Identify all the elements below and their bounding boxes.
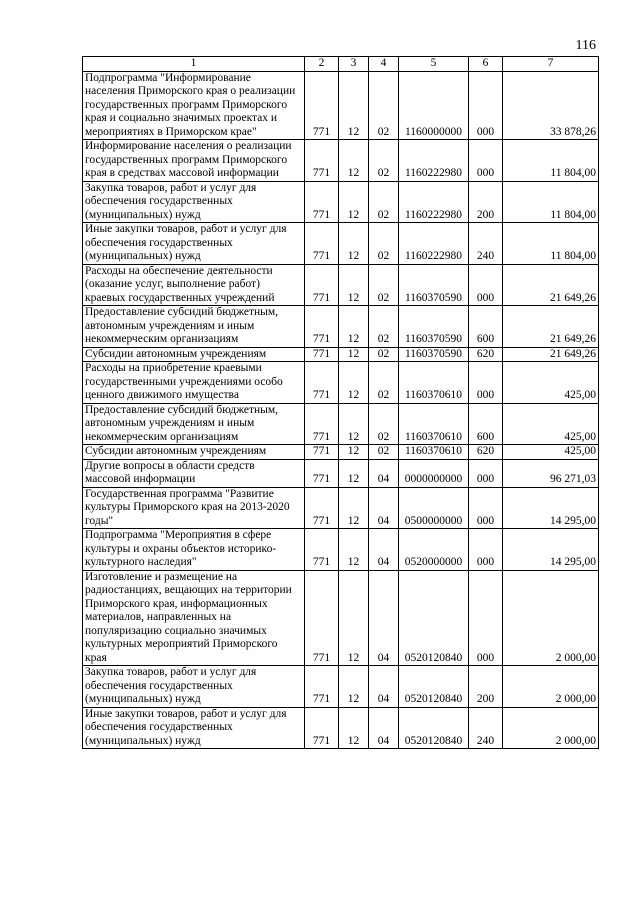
expense-type-code: 000 xyxy=(469,570,503,666)
amount: 2 000,00 xyxy=(503,666,599,708)
row-name: Иные закупки товаров, работ и услуг для обеспечения государственных (муниципальных) нужд xyxy=(83,223,305,265)
page-number: 116 xyxy=(575,38,596,53)
target-article-code: 1160222980 xyxy=(399,181,469,223)
ministry-code: 771 xyxy=(305,707,339,749)
amount: 96 271,03 xyxy=(503,459,599,487)
expense-type-code: 200 xyxy=(469,666,503,708)
amount: 11 804,00 xyxy=(503,223,599,265)
ministry-code: 771 xyxy=(305,487,339,529)
budget-table xyxy=(82,56,599,749)
ministry-code: 771 xyxy=(305,306,339,348)
amount: 425,00 xyxy=(503,403,599,445)
subsection-code: 02 xyxy=(369,264,399,306)
subsection-code: 02 xyxy=(369,306,399,348)
row-name: Изготовление и размещение на радиостанциях, вещающих на территории Приморского края, информационных материалов, направленных на популяризацию социально значимых культурных мероприятий Приморского края xyxy=(83,570,305,666)
section-code: 12 xyxy=(339,459,369,487)
section-code: 12 xyxy=(339,666,369,708)
section-code: 12 xyxy=(339,71,369,140)
subsection-code: 04 xyxy=(369,666,399,708)
expense-type-code: 000 xyxy=(469,140,503,182)
subsection-code: 04 xyxy=(369,529,399,571)
section-code: 12 xyxy=(339,570,369,666)
table-row xyxy=(83,362,599,404)
subsection-code: 04 xyxy=(369,459,399,487)
table-row xyxy=(83,487,599,529)
amount: 21 649,26 xyxy=(503,347,599,362)
ministry-code: 771 xyxy=(305,459,339,487)
section-code: 12 xyxy=(339,264,369,306)
ministry-code: 771 xyxy=(305,223,339,265)
subsection-code: 04 xyxy=(369,707,399,749)
expense-type-code: 620 xyxy=(469,445,503,460)
expense-type-code: 000 xyxy=(469,459,503,487)
amount: 11 804,00 xyxy=(503,181,599,223)
expense-type-code: 000 xyxy=(469,529,503,571)
ministry-code: 771 xyxy=(305,529,339,571)
section-code: 12 xyxy=(339,403,369,445)
section-code: 12 xyxy=(339,140,369,182)
table-row xyxy=(83,181,599,223)
subsection-code: 04 xyxy=(369,487,399,529)
table-row xyxy=(83,264,599,306)
amount: 21 649,26 xyxy=(503,306,599,348)
col-header: 6 xyxy=(469,57,503,72)
row-name: Государственная программа "Развитие культуры Приморского края на 2013-2020 годы" xyxy=(83,487,305,529)
target-article-code: 1160222980 xyxy=(399,140,469,182)
target-article-code: 1160370590 xyxy=(399,347,469,362)
section-code: 12 xyxy=(339,181,369,223)
subsection-code: 02 xyxy=(369,181,399,223)
ministry-code: 771 xyxy=(305,264,339,306)
subsection-code: 02 xyxy=(369,347,399,362)
expense-type-code: 000 xyxy=(469,71,503,140)
subsection-code: 02 xyxy=(369,223,399,265)
col-header: 4 xyxy=(369,57,399,72)
target-article-code: 0520120840 xyxy=(399,666,469,708)
subsection-code: 02 xyxy=(369,362,399,404)
header-row xyxy=(83,57,599,72)
table-row xyxy=(83,306,599,348)
target-article-code: 1160370610 xyxy=(399,362,469,404)
ministry-code: 771 xyxy=(305,71,339,140)
expense-type-code: 620 xyxy=(469,347,503,362)
ministry-code: 771 xyxy=(305,362,339,404)
expense-type-code: 000 xyxy=(469,487,503,529)
table-row xyxy=(83,707,599,749)
section-code: 12 xyxy=(339,445,369,460)
row-name: Информирование населения о реализации государственных программ Приморского края в средствах массовой информации xyxy=(83,140,305,182)
row-name: Иные закупки товаров, работ и услуг для обеспечения государственных (муниципальных) нужд xyxy=(83,707,305,749)
target-article-code: 0520120840 xyxy=(399,570,469,666)
row-name: Предоставление субсидий бюджетным, автономным учреждениям и иным некоммерческим организациям xyxy=(83,306,305,348)
ministry-code: 771 xyxy=(305,445,339,460)
amount: 425,00 xyxy=(503,445,599,460)
row-name: Предоставление субсидий бюджетным, автономным учреждениям и иным некоммерческим организациям xyxy=(83,403,305,445)
ministry-code: 771 xyxy=(305,570,339,666)
amount: 21 649,26 xyxy=(503,264,599,306)
target-article-code: 0500000000 xyxy=(399,487,469,529)
row-name: Подпрограмма "Мероприятия в сфере культуры и охраны объектов историко-культурного наследия" xyxy=(83,529,305,571)
subsection-code: 02 xyxy=(369,71,399,140)
amount: 2 000,00 xyxy=(503,570,599,666)
expense-type-code: 000 xyxy=(469,264,503,306)
row-name: Субсидии автономным учреждениям xyxy=(83,445,305,460)
row-name: Расходы на обеспечение деятельности (оказание услуг, выполнение работ) краевых государственных учреждений xyxy=(83,264,305,306)
target-article-code: 0520000000 xyxy=(399,529,469,571)
expense-type-code: 240 xyxy=(469,223,503,265)
row-name: Другие вопросы в области средств массовой информации xyxy=(83,459,305,487)
target-article-code: 1160370590 xyxy=(399,306,469,348)
amount: 33 878,26 xyxy=(503,71,599,140)
row-name: Субсидии автономным учреждениям xyxy=(83,347,305,362)
col-header: 3 xyxy=(339,57,369,72)
table-row xyxy=(83,666,599,708)
subsection-code: 04 xyxy=(369,570,399,666)
amount: 2 000,00 xyxy=(503,707,599,749)
col-header: 5 xyxy=(399,57,469,72)
amount: 425,00 xyxy=(503,362,599,404)
subsection-code: 02 xyxy=(369,403,399,445)
subsection-code: 02 xyxy=(369,445,399,460)
section-code: 12 xyxy=(339,529,369,571)
table-row xyxy=(83,71,599,140)
expense-type-code: 200 xyxy=(469,181,503,223)
target-article-code: 0000000000 xyxy=(399,459,469,487)
row-name: Закупка товаров, работ и услуг для обеспечения государственных (муниципальных) нужд xyxy=(83,181,305,223)
section-code: 12 xyxy=(339,362,369,404)
col-header: 1 xyxy=(83,57,305,72)
section-code: 12 xyxy=(339,347,369,362)
ministry-code: 771 xyxy=(305,666,339,708)
table-row xyxy=(83,529,599,571)
table-row xyxy=(83,445,599,460)
section-code: 12 xyxy=(339,223,369,265)
col-header: 7 xyxy=(503,57,599,72)
target-article-code: 0520120840 xyxy=(399,707,469,749)
row-name: Закупка товаров, работ и услуг для обеспечения государственных (муниципальных) нужд xyxy=(83,666,305,708)
table-row xyxy=(83,570,599,666)
subsection-code: 02 xyxy=(369,140,399,182)
table-row xyxy=(83,459,599,487)
col-header: 2 xyxy=(305,57,339,72)
ministry-code: 771 xyxy=(305,347,339,362)
table-row xyxy=(83,403,599,445)
section-code: 12 xyxy=(339,707,369,749)
row-name: Расходы на приобретение краевыми государственными учреждениями особо ценного движимого имущества xyxy=(83,362,305,404)
section-code: 12 xyxy=(339,306,369,348)
target-article-code: 1160370610 xyxy=(399,403,469,445)
amount: 14 295,00 xyxy=(503,487,599,529)
row-name: Подпрограмма "Информирование населения Приморского края о реализации государственных программ Приморского края и социально значимых проектах и мероприятиях в Приморском крае" xyxy=(83,71,305,140)
expense-type-code: 600 xyxy=(469,403,503,445)
expense-type-code: 000 xyxy=(469,362,503,404)
table-row xyxy=(83,140,599,182)
target-article-code: 1160222980 xyxy=(399,223,469,265)
expense-type-code: 240 xyxy=(469,707,503,749)
ministry-code: 771 xyxy=(305,140,339,182)
target-article-code: 1160000000 xyxy=(399,71,469,140)
target-article-code: 1160370610 xyxy=(399,445,469,460)
target-article-code: 1160370590 xyxy=(399,264,469,306)
table-row xyxy=(83,223,599,265)
amount: 11 804,00 xyxy=(503,140,599,182)
expense-type-code: 600 xyxy=(469,306,503,348)
section-code: 12 xyxy=(339,487,369,529)
table-row xyxy=(83,347,599,362)
ministry-code: 771 xyxy=(305,403,339,445)
amount: 14 295,00 xyxy=(503,529,599,571)
ministry-code: 771 xyxy=(305,181,339,223)
